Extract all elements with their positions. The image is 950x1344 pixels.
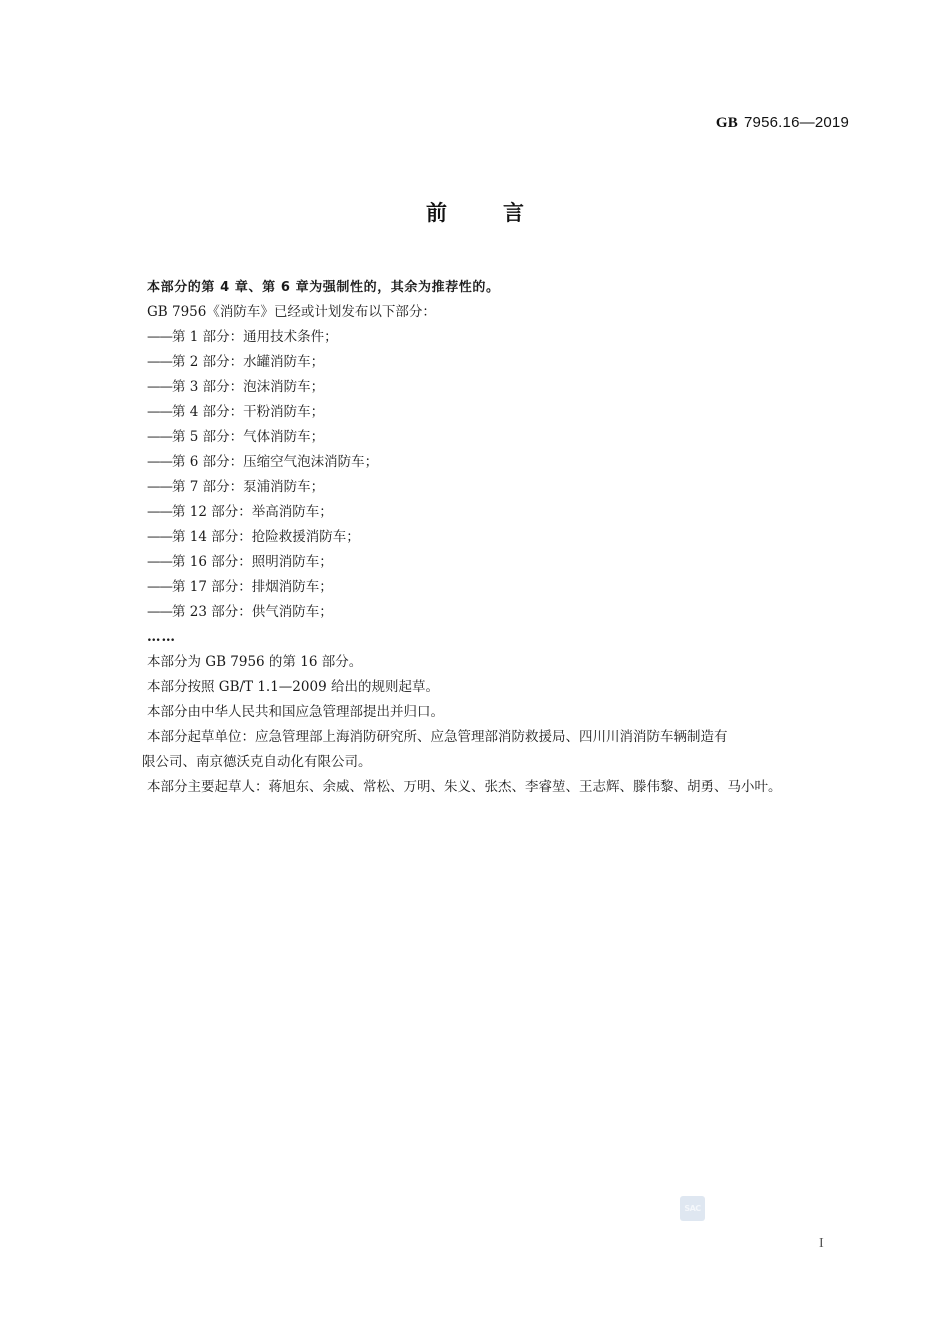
dash-bullet: —— (147, 404, 172, 420)
list-item (147, 325, 857, 350)
drafting-units-paragraph: 本部分起草单位：应急管理部上海消防研究所、应急管理部消防救援局、四川川消消防车辆制造有 (147, 729, 728, 745)
series-intro: GB 7956《消防车》已经或计划发布以下部分： (147, 304, 436, 320)
parts-list (147, 325, 857, 625)
list-item (147, 600, 857, 625)
list-item (147, 425, 857, 450)
dash-bullet: —— (147, 529, 172, 545)
list-item-label: 第 14 部分：抢险救援消防车； (172, 529, 360, 545)
list-item-label: 第 3 部分：泡沫消防车； (172, 379, 325, 395)
list-item-label: 第 16 部分：照明消防车； (172, 554, 333, 570)
list-item (147, 525, 857, 550)
standard-number (716, 114, 849, 132)
part-of-paragraph: 本部分为 GB 7956 的第 16 部分。 (147, 654, 363, 670)
dash-bullet: —— (147, 454, 172, 470)
standard-prefix: GB (715, 115, 738, 131)
list-item (147, 350, 857, 375)
dash-bullet: —— (147, 479, 172, 495)
list-item-label: 第 1 部分：通用技术条件； (172, 329, 338, 345)
list-item-label: 第 7 部分：泵浦消防车； (172, 479, 325, 495)
list-item (147, 550, 857, 575)
page-number: I (819, 1236, 824, 1251)
list-item-label: 第 4 部分：干粉消防车； (172, 404, 325, 420)
dash-bullet: —— (147, 604, 172, 620)
list-item-label: 第 5 部分：气体消防车； (172, 429, 325, 445)
dash-bullet: —— (147, 429, 172, 445)
dash-bullet: —— (147, 329, 172, 345)
drafting-rules-paragraph: 本部分按照 GB/T 1.1—2009 给出的规则起草。 (147, 679, 439, 695)
list-item (147, 400, 857, 425)
dash-bullet: —— (147, 379, 172, 395)
page-title: 前言 (426, 201, 580, 225)
list-item-label: 第 12 部分：举高消防车； (172, 504, 333, 520)
proposed-by-paragraph: 本部分由中华人民共和国应急管理部提出并归口。 (147, 704, 444, 720)
list-item-label: 第 17 部分：排烟消防车； (172, 579, 333, 595)
foreword-body (142, 275, 857, 800)
drafters-paragraph: 本部分主要起草人：蒋旭东、余威、常松、万明、朱义、张杰、李睿堃、王志辉、滕伟黎、胡勇、马小叶。 (147, 779, 782, 795)
standard-code: 7956.16—2019 (744, 114, 849, 131)
list-item-label: 第 6 部分：压缩空气泡沫消防车； (172, 454, 379, 470)
list-item (147, 575, 857, 600)
list-item (147, 475, 857, 500)
sac-watermark-logo: SAC (680, 1196, 705, 1221)
list-item-label: 第 23 部分：供气消防车； (172, 604, 333, 620)
dash-bullet: —— (147, 554, 172, 570)
list-item (147, 375, 857, 400)
dash-bullet: —— (147, 579, 172, 595)
drafting-units-continuation: 限公司、南京德沃克自动化有限公司。 (142, 754, 372, 770)
list-ellipsis: …… (147, 629, 176, 645)
mandatory-note: 本部分的第 4 章、第 6 章为强制性的，其余为推荐性的。 (147, 280, 500, 295)
dash-bullet: —— (147, 354, 172, 370)
list-item-label: 第 2 部分：水罐消防车； (172, 354, 325, 370)
list-item (147, 450, 857, 475)
dash-bullet: —— (147, 504, 172, 520)
list-item (147, 500, 857, 525)
